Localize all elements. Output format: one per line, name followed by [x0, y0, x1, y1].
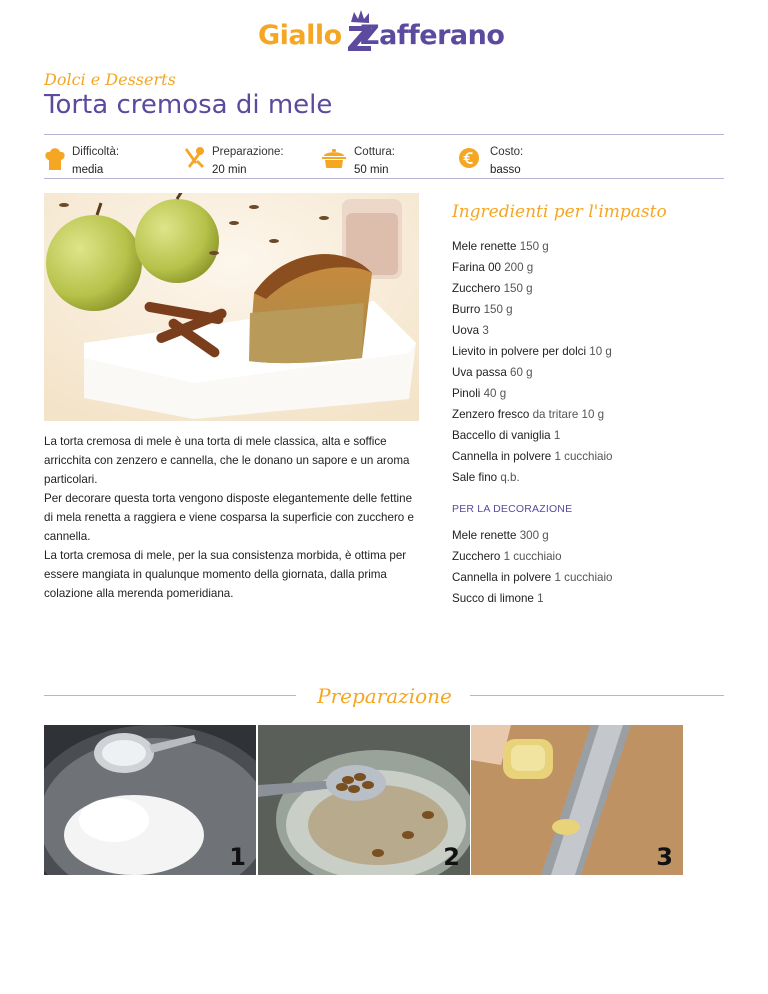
ingredients-list — [452, 236, 732, 488]
ingredient-qty: 10 g — [589, 345, 612, 358]
decoration-list — [452, 525, 732, 609]
ingredients-title: Ingredienti per l'impasto — [452, 202, 667, 222]
divider — [44, 178, 724, 179]
ingredient-item — [452, 299, 732, 320]
ingredient-item — [452, 236, 732, 257]
ingredient-qty: 1 — [553, 429, 561, 442]
ingredient-name: Mele renette — [452, 529, 517, 542]
ingredient-qty: 1 — [537, 592, 544, 605]
brand-name-giallo: Giallo — [258, 20, 342, 51]
recipe-intro — [44, 432, 424, 603]
ingredient-item — [452, 525, 732, 546]
divider — [44, 695, 296, 696]
chef-hat-icon — [44, 146, 66, 170]
ingredient-item — [452, 257, 732, 278]
ingredient-item — [452, 425, 732, 446]
step-photo — [471, 725, 683, 875]
ingredient-name: Lievito in polvere per dolci — [452, 345, 587, 358]
ingredient-name: Succo di limone — [452, 592, 534, 605]
ingredient-qty: q.b. — [500, 471, 520, 484]
meta-label: Difficoltà: — [72, 146, 120, 158]
intro-paragraph: La torta cremosa di mele, per la sua consistenza morbida, è ottima per essere mangiata in qualunque momento della giornata, dalla prima colazione alla merenda pomeridiana. — [44, 549, 407, 600]
recipe-photo — [44, 193, 419, 421]
step-number: 1 — [229, 843, 246, 871]
ingredient-name: Sale fino — [452, 471, 498, 484]
recipe-category: Dolci e Desserts — [44, 70, 176, 89]
step-number: 3 — [656, 843, 673, 871]
divider — [470, 695, 724, 696]
intro-paragraph: Per decorare questa torta vengono disposte elegantemente delle fettine di mela renetta a raggiera e viene cosparsa la superficie con zucchero e cannella. — [44, 492, 414, 543]
ingredient-name: Zenzero fresco — [452, 408, 530, 421]
ingredient-qty: 1 cucchiaio — [554, 450, 613, 463]
preparation-title: Preparazione — [317, 684, 452, 708]
ingredient-qty: 40 g — [483, 387, 507, 400]
ingredient-item — [452, 320, 732, 341]
decoration-heading: PER LA DECORAZIONE — [452, 503, 573, 515]
ingredient-qty: 150 g — [519, 240, 549, 253]
ingredient-qty: 1 cucchiaio — [554, 571, 613, 584]
ingredient-item — [452, 341, 732, 362]
ingredient-qty: 150 g — [483, 303, 513, 316]
ingredient-item — [452, 467, 732, 488]
ingredient-name: Mele renette — [452, 240, 517, 253]
meta-label: Cottura: — [354, 146, 395, 158]
ingredient-qty: 150 g — [503, 282, 533, 295]
ingredient-name: Cannella in polvere — [452, 571, 552, 584]
step-photo — [258, 725, 470, 875]
ingredient-name: Cannella in polvere — [452, 450, 552, 463]
meta-label: Costo: — [490, 146, 524, 158]
meta-value: media — [72, 164, 104, 176]
pot-icon — [322, 146, 346, 170]
ingredient-qty: 300 g — [519, 529, 549, 542]
ingredient-qty: 1 cucchiaio — [503, 550, 562, 563]
divider — [44, 134, 724, 135]
ingredient-item — [452, 588, 732, 609]
meta-value: 50 min — [354, 164, 389, 176]
ingredient-qty: 200 g — [504, 261, 534, 274]
recipe-title: Torta cremosa di mele — [44, 90, 333, 120]
ingredient-item — [452, 546, 732, 567]
ingredient-item — [452, 404, 732, 425]
step-number: 2 — [443, 843, 460, 871]
ingredient-qty: 3 — [482, 324, 489, 337]
ingredient-name: Baccello di vaniglia — [452, 429, 551, 442]
euro-coin-icon — [458, 146, 480, 170]
ingredient-name: Zucchero — [452, 550, 501, 563]
ingredient-qty: da tritare 10 g — [532, 408, 605, 421]
ingredient-name: Burro — [452, 303, 481, 316]
brand-name-zafferano: Zafferano — [360, 20, 505, 51]
ingredient-name: Uva passa — [452, 366, 507, 379]
ingredient-name: Uova — [452, 324, 480, 337]
ingredient-name: Farina 00 — [452, 261, 501, 274]
intro-paragraph: La torta cremosa di mele è una torta di mele classica, alta e soffice arricchita con zenzero e cannella, che le donano un sapore e un aroma particolari. — [44, 435, 410, 486]
ingredient-name: Pinoli — [452, 387, 481, 400]
brand-logo — [258, 10, 510, 56]
meta-value: 20 min — [212, 164, 247, 176]
ingredient-name: Zucchero — [452, 282, 501, 295]
meta-value: basso — [490, 164, 521, 176]
ingredient-item — [452, 362, 732, 383]
utensils-icon — [184, 146, 206, 170]
meta-label: Preparazione: — [212, 146, 284, 158]
ingredient-item — [452, 278, 732, 299]
ingredient-qty: 60 g — [510, 366, 533, 379]
ingredient-item — [452, 446, 732, 467]
step-photo — [44, 725, 256, 875]
ingredient-item — [452, 567, 732, 588]
ingredient-item — [452, 383, 732, 404]
